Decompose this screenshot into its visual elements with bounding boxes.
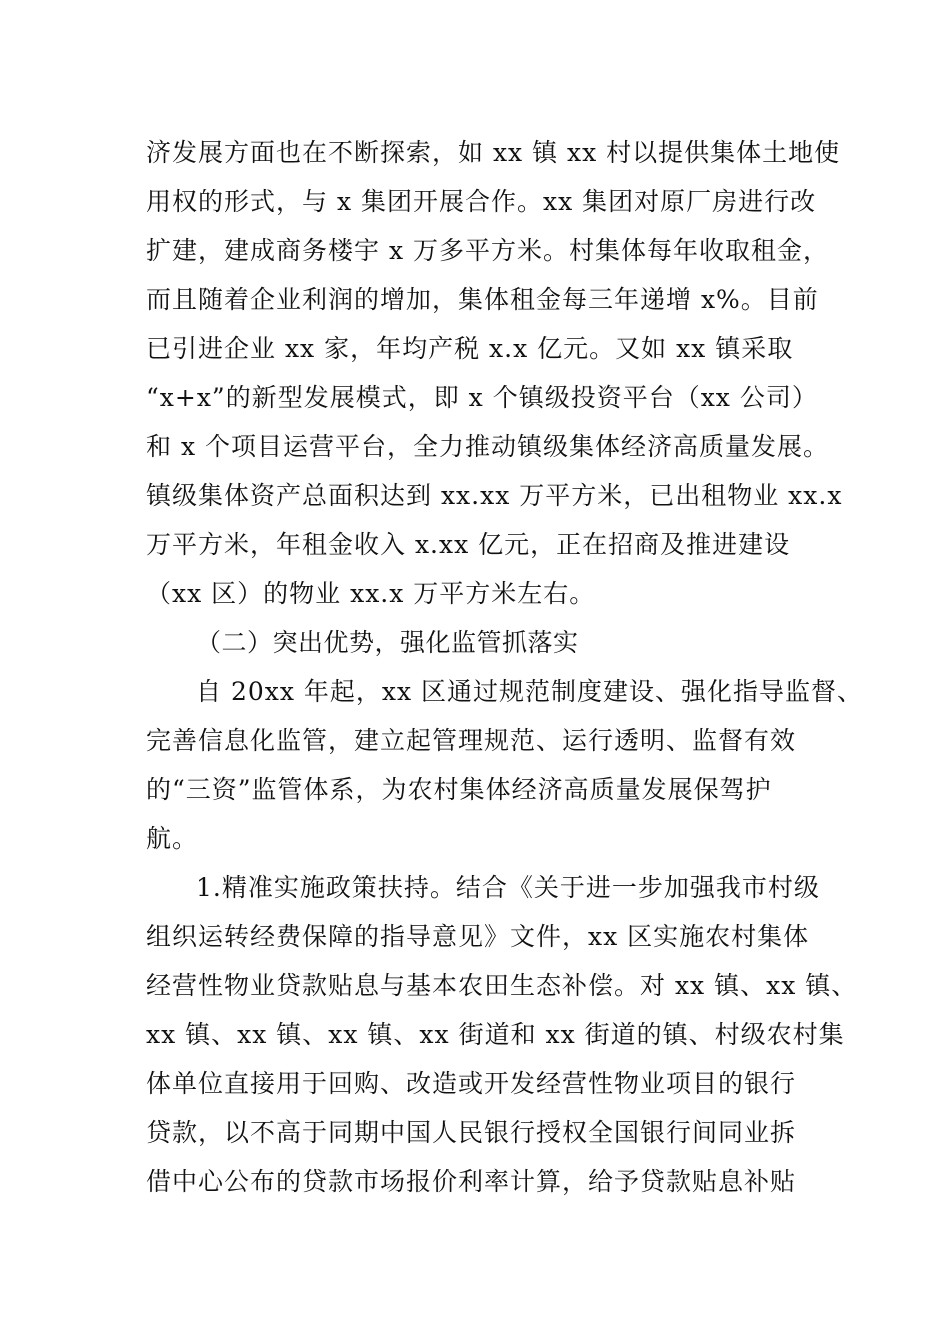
text-line: 经营性物业贷款贴息与基本农田生态补偿。对 xx 镇、xx 镇、 (146, 971, 858, 1000)
section-heading: （二）突出优势，强化监管抓落实 (196, 628, 579, 657)
text-line: xx 镇、xx 镇、xx 镇、xx 街道和 xx 街道的镇、村级农村集 (146, 1020, 845, 1049)
text-line: 1.精准实施政策扶持。结合《关于进一步加强我市村级 (196, 873, 820, 902)
text-line: 而且随着企业利润的增加，集体租金每三年递增 x%。目前 (146, 285, 819, 314)
text-line: 万平方米，年租金收入 x.xx 亿元，正在招商及推进建设 (146, 530, 791, 559)
text-line: 自 20xx 年起，xx 区通过规范制度建设、强化指导监督、 (196, 677, 864, 706)
text-line: 贷款，以不高于同期中国人民银行授权全国银行间同业拆 (146, 1118, 797, 1147)
text-line: 借中心公布的贷款市场报价利率计算，给予贷款贴息补贴 (146, 1167, 797, 1196)
text-line: 的“三资”监管体系，为农村集体经济高质量发展保驾护 (146, 775, 772, 804)
text-line: 组织运转经费保障的指导意见》文件，xx 区实施农村集体 (146, 922, 810, 951)
text-line: 扩建，建成商务楼宇 x 万多平方米。村集体每年收取租金， (146, 236, 829, 265)
text-line: 航。 (146, 824, 199, 853)
text-line: 济发展方面也在不断探索，如 xx 镇 xx 村以提供集体土地使 (146, 138, 841, 167)
text-line: “x+x”的新型发展模式，即 x 个镇级投资平台（xx 公司） (146, 383, 818, 412)
text-line: 已引进企业 xx 家，年均产税 x.x 亿元。又如 xx 镇采取 (146, 334, 794, 363)
text-line: 体单位直接用于回购、改造或开发经营性物业项目的银行 (146, 1069, 797, 1098)
text-line: 镇级集体资产总面积达到 xx.xx 万平方米，已出租物业 xx.x (146, 481, 843, 510)
text-line: （xx 区）的物业 xx.x 万平方米左右。 (146, 579, 596, 608)
text-line: 和 x 个项目运营平台，全力推动镇级集体经济高质量发展。 (146, 432, 829, 461)
text-line: 用权的形式，与 x 集团开展合作。xx 集团对原厂房进行改 (146, 187, 817, 216)
text-line: 完善信息化监管，建立起管理规范、运行透明、监督有效 (146, 726, 797, 755)
